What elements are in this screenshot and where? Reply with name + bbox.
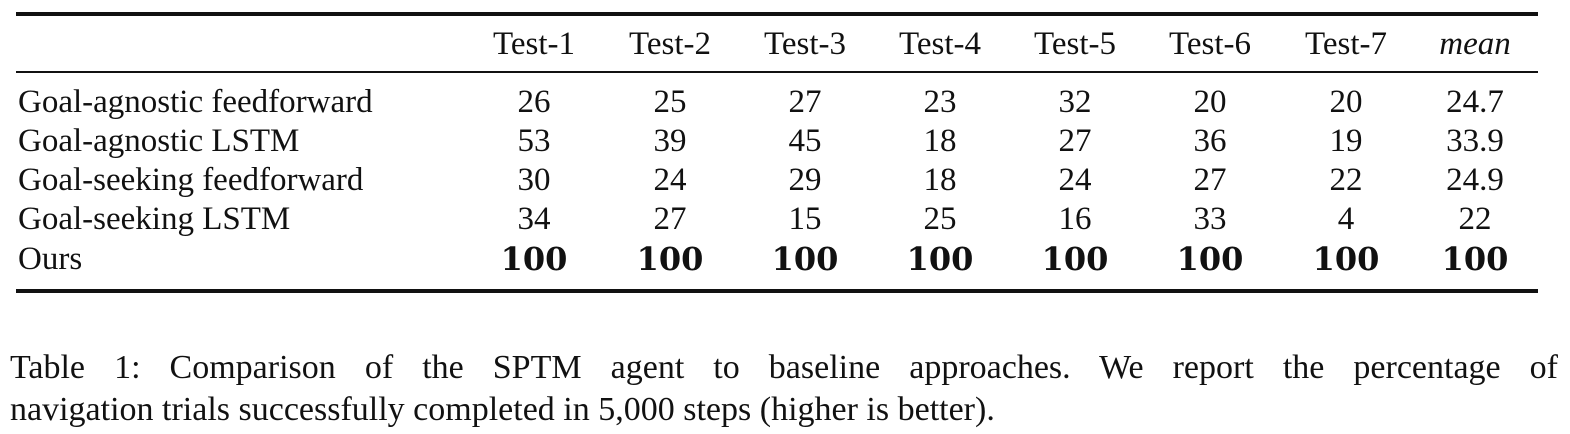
- table-cell: 22: [1458, 201, 1492, 237]
- table-cell: 19: [1329, 123, 1363, 159]
- bottom-rule: [16, 289, 1538, 293]
- table-caption: [10, 347, 1558, 431]
- table-cell: 15: [788, 201, 822, 237]
- col-header-test-4: Test-4: [898, 26, 981, 62]
- table-cell: 16: [1058, 201, 1092, 237]
- table-cell: 32: [1058, 84, 1092, 120]
- col-header-test-6: Test-6: [1168, 26, 1251, 62]
- table-cell: 22: [1329, 162, 1363, 198]
- table-cell: 24.9: [1446, 162, 1504, 198]
- header-rule: [16, 71, 1538, 73]
- table-cell: 27: [788, 84, 822, 120]
- table-cell: 36: [1193, 123, 1227, 159]
- table-cell-best: 100: [636, 240, 704, 278]
- table-cell: 34: [517, 201, 551, 237]
- table-cell: 26: [517, 84, 551, 120]
- table-cell-best: 100: [1441, 240, 1509, 278]
- table-cell: 20: [1329, 84, 1363, 120]
- row-label: Goal-agnostic LSTM: [18, 123, 300, 159]
- table-cell-best: 100: [1041, 240, 1109, 278]
- table-cell: 25: [923, 201, 957, 237]
- col-header-test-2: Test-2: [628, 26, 711, 62]
- table-cell: 18: [923, 123, 957, 159]
- table-cell: 24: [1058, 162, 1092, 198]
- table-cell: 24.7: [1446, 84, 1504, 120]
- table-cell: 39: [653, 123, 687, 159]
- col-header-test-5: Test-5: [1033, 26, 1116, 62]
- table-cell: 4: [1337, 201, 1355, 237]
- caption-line-1: Table 1: Comparison of the SPTM agent to baseline approaches. We report the percentage of: [10, 349, 1558, 386]
- table-cell: 45: [788, 123, 822, 159]
- table-cell-best: 100: [771, 240, 839, 278]
- table-cell: 33.9: [1446, 123, 1504, 159]
- row-label: Goal-seeking feedforward: [18, 162, 364, 198]
- table-cell-best: 100: [906, 240, 974, 278]
- table-cell: 29: [788, 162, 822, 198]
- col-header-test-3: Test-3: [763, 26, 846, 62]
- table-cell: 53: [517, 123, 551, 159]
- row-label: Ours: [18, 241, 83, 277]
- col-header-mean: mean: [1439, 26, 1511, 62]
- table-cell-best: 100: [1312, 240, 1380, 278]
- col-header-test-7: Test-7: [1304, 26, 1387, 62]
- table-cell: 20: [1193, 84, 1227, 120]
- table-cell: 25: [653, 84, 687, 120]
- table-cell: 33: [1193, 201, 1227, 237]
- table-cell-best: 100: [1176, 240, 1244, 278]
- col-header-test-1: Test-1: [492, 26, 575, 62]
- table-cell-best: 100: [500, 240, 568, 278]
- table-cell: 27: [1193, 162, 1227, 198]
- row-label: Goal-agnostic feedforward: [18, 84, 373, 120]
- table-cell: 27: [1058, 123, 1092, 159]
- table-cell: 30: [517, 162, 551, 198]
- table-cell: 24: [653, 162, 687, 198]
- table-cell: 23: [923, 84, 957, 120]
- table-cell: 27: [653, 201, 687, 237]
- caption-line-2: navigation trials successfully completed in 5,000 steps (higher is better).: [10, 391, 995, 428]
- table-cell: 18: [923, 162, 957, 198]
- top-rule: [16, 12, 1538, 16]
- row-label: Goal-seeking LSTM: [18, 201, 291, 237]
